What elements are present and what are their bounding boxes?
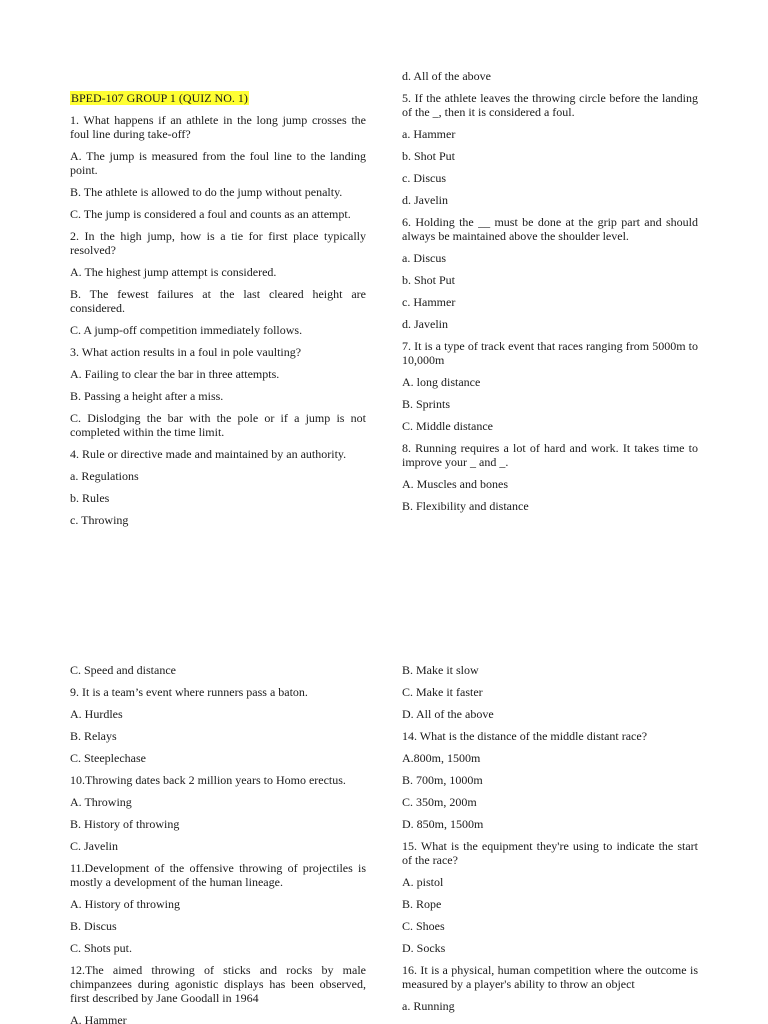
quiz-line: 8. Running requires a lot of hard and work. It takes time to improve your _ and _. bbox=[402, 441, 698, 469]
page1-left-column bbox=[70, 91, 366, 535]
quiz-title bbox=[70, 91, 366, 105]
quiz-line: A. Hurdles bbox=[70, 707, 123, 721]
quiz-line: b. Shot Put bbox=[402, 149, 456, 163]
quiz-line: b. Shot Put bbox=[402, 273, 456, 287]
quiz-line: C. Make it faster bbox=[402, 685, 483, 699]
quiz-line: a. Discus bbox=[402, 251, 446, 265]
quiz-line: a. Regulations bbox=[70, 469, 139, 483]
quiz-line: C. The jump is considered a foul and counts as an attempt. bbox=[70, 207, 351, 221]
quiz-line: B. Make it slow bbox=[402, 663, 479, 677]
quiz-line: C. Steeplechase bbox=[70, 751, 146, 765]
quiz-line: C. Javelin bbox=[70, 839, 118, 853]
quiz-line: C. Shots put. bbox=[70, 941, 133, 955]
quiz-line: B. Passing a height after a miss. bbox=[70, 389, 224, 403]
quiz-line: d. Javelin bbox=[402, 317, 448, 331]
page1-right-column bbox=[402, 69, 698, 521]
quiz-line: A. Muscles and bones bbox=[402, 477, 508, 491]
quiz-line: a. Running bbox=[402, 999, 455, 1013]
quiz-line: D. All of the above bbox=[402, 707, 494, 721]
quiz-line: 16. It is a physical, human competition where the outcome is measured by a player's ability to throw an object bbox=[402, 963, 698, 991]
quiz-line: A. pistol bbox=[402, 875, 444, 889]
quiz-line: d. All of the above bbox=[402, 69, 491, 83]
quiz-line: 11.Development of the offensive throwing of projectiles is mostly a development of the human lineage. bbox=[70, 861, 366, 889]
page2-right-column bbox=[402, 663, 698, 1021]
document-page-2 bbox=[0, 656, 768, 1024]
quiz-line: 3. What action results in a foul in pole vaulting? bbox=[70, 345, 302, 359]
quiz-line: A.800m, 1500m bbox=[402, 751, 481, 765]
quiz-line: 15. What is the equipment they're using to indicate the start of the race? bbox=[402, 839, 698, 867]
quiz-line: c. Discus bbox=[402, 171, 446, 185]
quiz-line: B. Sprints bbox=[402, 397, 451, 411]
quiz-line: C. Middle distance bbox=[402, 419, 493, 433]
quiz-line: C. Speed and distance bbox=[70, 663, 176, 677]
quiz-line: B. The athlete is allowed to do the jump without penalty. bbox=[70, 185, 343, 199]
quiz-line: 12.The aimed throwing of sticks and rocks by male chimpanzees during agonistic displays has been observed, first described by Jane Goodall in 1964 bbox=[70, 963, 366, 1005]
quiz-line: d. Javelin bbox=[402, 193, 448, 207]
quiz-line: A. Hammer bbox=[70, 1013, 127, 1024]
quiz-line: C. A jump-off competition immediately follows. bbox=[70, 323, 303, 337]
quiz-line: B. 700m, 1000m bbox=[402, 773, 483, 787]
quiz-line: A. The highest jump attempt is considered. bbox=[70, 265, 277, 279]
quiz-line: 7. It is a type of track event that races ranging from 5000m to 10,000m bbox=[402, 339, 698, 367]
quiz-line: 2. In the high jump, how is a tie for first place typically resolved? bbox=[70, 229, 366, 257]
quiz-line: 1. What happens if an athlete in the long jump crosses the foul line during take-off? bbox=[70, 113, 366, 141]
quiz-line: B. Discus bbox=[70, 919, 117, 933]
quiz-title-highlight: BPED-107 GROUP 1 (QUIZ NO. 1) bbox=[71, 91, 248, 105]
quiz-line: B. Rope bbox=[402, 897, 442, 911]
quiz-line: A. The jump is measured from the foul line to the landing point. bbox=[70, 149, 366, 177]
quiz-line: b. Rules bbox=[70, 491, 110, 505]
quiz-line: 10.Throwing dates back 2 million years to Homo erectus. bbox=[70, 773, 346, 787]
quiz-line: B. The fewest failures at the last cleared height are considered. bbox=[70, 287, 366, 315]
quiz-line: B. Flexibility and distance bbox=[402, 499, 529, 513]
quiz-line: A. History of throwing bbox=[70, 897, 180, 911]
quiz-line: c. Throwing bbox=[70, 513, 129, 527]
quiz-line: 6. Holding the __ must be done at the grip part and should always be maintained above the shoulder level. bbox=[402, 215, 698, 243]
page2-left-column bbox=[70, 663, 366, 1024]
quiz-line: B. History of throwing bbox=[70, 817, 180, 831]
quiz-line: B. Relays bbox=[70, 729, 117, 743]
quiz-line: c. Hammer bbox=[402, 295, 456, 309]
quiz-line: D. 850m, 1500m bbox=[402, 817, 484, 831]
quiz-line: C. Shoes bbox=[402, 919, 445, 933]
quiz-line: 4. Rule or directive made and maintained by an authority. bbox=[70, 447, 347, 461]
quiz-line: a. Hammer bbox=[402, 127, 456, 141]
quiz-line: A. Throwing bbox=[70, 795, 132, 809]
quiz-line: 9. It is a team’s event where runners pass a baton. bbox=[70, 685, 308, 699]
quiz-line: D. Socks bbox=[402, 941, 446, 955]
quiz-line: C. Dislodging the bar with the pole or if a jump is not completed within the time limit. bbox=[70, 411, 366, 439]
quiz-line: 5. If the athlete leaves the throwing circle before the landing of the _, then it is considered a foul. bbox=[402, 91, 698, 119]
quiz-line: 14. What is the distance of the middle distant race? bbox=[402, 729, 648, 743]
quiz-line: A. Failing to clear the bar in three attempts. bbox=[70, 367, 280, 381]
quiz-line: C. 350m, 200m bbox=[402, 795, 477, 809]
quiz-line: A. long distance bbox=[402, 375, 481, 389]
